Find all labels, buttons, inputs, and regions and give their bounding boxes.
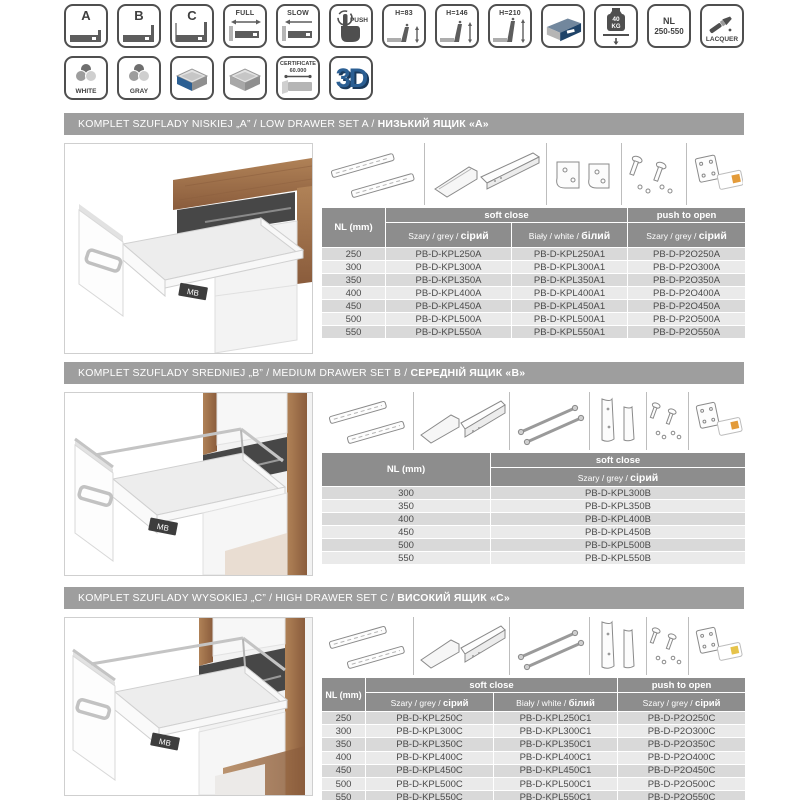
nl-label: NL bbox=[662, 15, 675, 26]
product-photo-medium-drawer bbox=[64, 392, 313, 576]
nl-column-header: NL (mm) bbox=[322, 208, 386, 248]
table-row bbox=[322, 712, 746, 725]
nl-range-text bbox=[654, 6, 683, 46]
nl-cell: 350 bbox=[322, 500, 491, 513]
nl-column-header: NL (mm) bbox=[322, 453, 491, 487]
brush-glyph bbox=[705, 10, 739, 36]
closed-metal-box-icon bbox=[541, 4, 585, 48]
table-row bbox=[322, 765, 746, 778]
component-fixing-pins-icon bbox=[622, 143, 687, 205]
open-drawer-gray-glyph bbox=[226, 64, 264, 94]
white-label: WHITE bbox=[75, 88, 97, 95]
mb-card bbox=[717, 642, 742, 660]
gray-variant-header: Szary / grey / сірий bbox=[386, 223, 512, 248]
medium-drawer-photo-illustration bbox=[65, 393, 312, 575]
part-number-cell: PB-D-KPL300A bbox=[386, 261, 512, 274]
table-row bbox=[322, 300, 746, 313]
component-slides-icon bbox=[322, 392, 414, 450]
table-row bbox=[322, 725, 746, 738]
open-drawer-blue-glyph bbox=[173, 64, 211, 94]
part-number-cell: PB-D-KPL300B bbox=[491, 487, 746, 500]
part-number-cell: PB-D-P2O350A bbox=[628, 274, 746, 287]
nl-cell: 300 bbox=[322, 487, 491, 500]
part-number-cell: PB-D-KPL350B bbox=[491, 500, 746, 513]
drawer-type-b-icon bbox=[117, 4, 161, 48]
components-strip-a bbox=[322, 143, 744, 205]
part-number-cell: PB-D-P2O550A bbox=[628, 326, 746, 339]
height-83-glyph bbox=[386, 17, 422, 43]
section-c-title-cyrillic: ВИСОКИЙ ЯЩИК «С» bbox=[397, 592, 510, 604]
component-drawer-sides-icon bbox=[425, 143, 547, 205]
part-number-cell: PB-D-KPL250C bbox=[366, 712, 494, 725]
component-drawer-sides-icon bbox=[414, 392, 510, 450]
certificate-cycles-label: 60.000 bbox=[289, 67, 307, 74]
section-a-header bbox=[64, 113, 744, 135]
height-210-label: H=210 bbox=[499, 10, 521, 17]
part-number-cell: PB-D-KPL400A1 bbox=[512, 287, 628, 300]
section-a-title-cyrillic: НИЗЬКИЙ ЯЩИК «А» bbox=[377, 118, 489, 130]
part-number-cell: PB-D-P2O250C bbox=[618, 712, 746, 725]
nl-cell: 400 bbox=[322, 752, 366, 765]
closed-box-glyph bbox=[543, 8, 583, 46]
soft-close-group-header: soft close bbox=[491, 453, 746, 468]
part-number-cell: PB-D-KPL350C1 bbox=[494, 738, 618, 751]
part-number-cell: PB-D-KPL350A bbox=[386, 274, 512, 287]
nl-cell: 450 bbox=[322, 765, 366, 778]
table-row bbox=[322, 526, 746, 539]
drawer-profile-a-glyph bbox=[69, 22, 103, 44]
part-number-cell: PB-D-KPL450C bbox=[366, 765, 494, 778]
section-a-title-latin: KOMPLET SZUFLADY NISKIEJ „A” / LOW DRAWER SET A / bbox=[78, 118, 378, 130]
nl-range-label: 250-550 bbox=[654, 26, 684, 36]
gray-circles-glyph bbox=[126, 63, 152, 83]
product-photo-low-drawer bbox=[64, 143, 313, 354]
component-fixing-pins-icon bbox=[647, 392, 689, 450]
table-row bbox=[322, 326, 746, 339]
component-back-plates-icon bbox=[689, 392, 744, 450]
part-number-cell: PB-D-KPL250A bbox=[386, 248, 512, 261]
feature-icon-row-2 bbox=[64, 56, 744, 100]
section-c-header bbox=[64, 587, 744, 609]
nl-cell: 350 bbox=[322, 738, 366, 751]
soft-close-group-header: soft close bbox=[386, 208, 628, 223]
nl-cell: 500 bbox=[322, 313, 386, 326]
svg-text:MB: MB bbox=[156, 521, 170, 534]
height-146-icon bbox=[435, 4, 479, 48]
component-slides-icon bbox=[322, 143, 425, 205]
nl-cell: 450 bbox=[322, 526, 491, 539]
slow-label: SLOW bbox=[287, 10, 309, 17]
full-extension-label: FULL bbox=[235, 10, 255, 17]
push-gray-variant-header: Szary / grey / сірий bbox=[628, 223, 746, 248]
section-b-title-latin: KOMPLET SZUFLADY SREDNIEJ „B” / MEDIUM DRAWER SET B / bbox=[78, 367, 411, 379]
table-row bbox=[322, 513, 746, 526]
component-tall-brackets-icon bbox=[590, 392, 647, 450]
push-to-open-icon bbox=[329, 4, 373, 48]
part-number-cell: PB-D-KPL250A1 bbox=[512, 248, 628, 261]
nl-cell: 500 bbox=[322, 539, 491, 552]
component-back-plates-icon bbox=[689, 617, 744, 675]
wood-side-panel bbox=[287, 393, 307, 575]
part-number-cell: PB-D-P2O250A bbox=[628, 248, 746, 261]
certificate-60000-icon bbox=[276, 56, 320, 100]
part-number-cell: PB-D-KPL400B bbox=[491, 513, 746, 526]
high-drawer-photo-illustration bbox=[65, 618, 312, 795]
gray-variant-header: Szary / grey / сірий bbox=[366, 693, 494, 712]
nl-cell: 550 bbox=[322, 326, 386, 339]
part-number-cell: PB-D-KPL500A bbox=[386, 313, 512, 326]
feature-icon-row-1 bbox=[64, 4, 744, 48]
nl-cell: 400 bbox=[322, 513, 491, 526]
nl-cell: 550 bbox=[322, 791, 366, 800]
part-number-cell: PB-D-KPL350A1 bbox=[512, 274, 628, 287]
part-number-cell: PB-D-P2O300A bbox=[628, 261, 746, 274]
full-extension-icon bbox=[223, 4, 267, 48]
components-strip-b bbox=[322, 392, 744, 450]
white-variant-header: Biały / white / білий bbox=[494, 693, 618, 712]
nl-cell: 250 bbox=[322, 248, 386, 261]
certificate-label: CERTIFICATE bbox=[280, 61, 316, 67]
part-number-cell: PB-D-P2O550C bbox=[618, 791, 746, 800]
logo-3d-icon bbox=[329, 56, 373, 100]
part-number-cell: PB-D-KPL550A1 bbox=[512, 326, 628, 339]
low-drawer-photo-illustration bbox=[65, 144, 312, 353]
height-210-icon bbox=[488, 4, 532, 48]
part-number-cell: PB-D-KPL250C1 bbox=[494, 712, 618, 725]
push-to-open-group-header: push to open bbox=[618, 678, 746, 693]
lacquer-icon bbox=[700, 4, 744, 48]
table-row bbox=[322, 539, 746, 552]
component-slides-icon bbox=[322, 617, 414, 675]
height-146-glyph bbox=[439, 17, 475, 43]
component-back-plates-icon bbox=[687, 143, 744, 205]
drawer-gray-icon bbox=[223, 56, 267, 100]
part-number-cell: PB-D-P2O350C bbox=[618, 738, 746, 751]
kg-value-label: 40 bbox=[612, 16, 620, 23]
part-number-cell: PB-D-P2O400A bbox=[628, 287, 746, 300]
table-row bbox=[322, 752, 746, 765]
part-number-cell: PB-D-P2O400C bbox=[618, 752, 746, 765]
section-medium-drawer-b bbox=[64, 362, 744, 576]
component-railing-rods-icon bbox=[510, 392, 590, 450]
push-to-open-group-header: push to open bbox=[628, 208, 746, 223]
color-white-icon bbox=[64, 56, 108, 100]
nl-cell: 400 bbox=[322, 287, 386, 300]
push-label: PUSH bbox=[349, 17, 368, 24]
part-number-cell: PB-D-KPL550C bbox=[366, 791, 494, 800]
kg-unit-label: KG bbox=[611, 24, 621, 30]
component-fixing-pins-icon bbox=[647, 617, 689, 675]
mb-card bbox=[717, 417, 742, 435]
section-low-drawer-a bbox=[64, 113, 744, 354]
full-extension-glyph bbox=[227, 17, 263, 43]
part-number-cell: PB-D-KPL550A bbox=[386, 326, 512, 339]
svg-text:MB: MB bbox=[186, 287, 200, 298]
height-210-glyph bbox=[492, 17, 528, 43]
part-number-cell: PB-D-KPL400C bbox=[366, 752, 494, 765]
slow-close-glyph bbox=[280, 17, 316, 43]
part-number-cell: PB-D-KPL300C bbox=[366, 725, 494, 738]
section-c-title-latin: KOMPLET SZUFLADY WYSOKIEJ „C” / HIGH DRAWER SET C / bbox=[78, 592, 398, 604]
svg-text:MB: MB bbox=[158, 736, 172, 749]
section-b-title-cyrillic: СЕРЕДНІЙ ЯЩИК «В» bbox=[410, 367, 526, 379]
table-row bbox=[322, 552, 746, 565]
drawer-profile-c-glyph bbox=[175, 22, 209, 44]
component-tall-brackets-icon bbox=[590, 617, 647, 675]
drawer-set-b-table bbox=[322, 453, 746, 565]
push-hand-glyph bbox=[333, 8, 373, 48]
nl-cell: 550 bbox=[322, 552, 491, 565]
part-number-cell: PB-D-KPL500A1 bbox=[512, 313, 628, 326]
part-number-cell: PB-D-KPL400A bbox=[386, 287, 512, 300]
table-row bbox=[322, 248, 746, 261]
height-83-label: H=83 bbox=[395, 10, 413, 17]
table-row bbox=[322, 261, 746, 274]
part-number-cell: PB-D-KPL500C1 bbox=[494, 778, 618, 791]
table-row bbox=[322, 313, 746, 326]
table-row bbox=[322, 274, 746, 287]
drawer-set-c-table bbox=[322, 678, 746, 800]
table-row bbox=[322, 791, 746, 800]
part-number-cell: PB-D-KPL450A1 bbox=[512, 300, 628, 313]
table-row bbox=[322, 778, 746, 791]
nl-cell: 300 bbox=[322, 725, 366, 738]
lacquer-label: LACQUER bbox=[705, 36, 739, 43]
wood-side-post bbox=[297, 186, 312, 284]
drawer-profile-b-glyph bbox=[122, 22, 156, 44]
nominal-length-range-icon bbox=[647, 4, 691, 48]
slow-soft-close-icon bbox=[276, 4, 320, 48]
3d-label: 3D bbox=[335, 63, 367, 93]
table-row bbox=[322, 738, 746, 751]
nl-column-header: NL (mm) bbox=[322, 678, 366, 712]
part-number-cell: PB-D-KPL400C1 bbox=[494, 752, 618, 765]
section-high-drawer-c bbox=[64, 587, 744, 800]
part-number-cell: PB-D-KPL450B bbox=[491, 526, 746, 539]
part-number-cell: PB-D-KPL450A bbox=[386, 300, 512, 313]
soft-close-group-header: soft close bbox=[366, 678, 618, 693]
drawer-type-b-label: B bbox=[134, 8, 144, 23]
drawer-type-c-label: C bbox=[187, 8, 197, 23]
height-146-label: H=146 bbox=[446, 10, 468, 17]
part-number-cell: PB-D-KPL300C1 bbox=[494, 725, 618, 738]
gray-variant-header: Szary / grey / сірий bbox=[491, 468, 746, 487]
part-number-cell: PB-D-P2O300C bbox=[618, 725, 746, 738]
push-gray-variant-header: Szary / grey / сірий bbox=[618, 693, 746, 712]
nl-cell: 350 bbox=[322, 274, 386, 287]
drawer-type-c-icon bbox=[170, 4, 214, 48]
part-number-cell: PB-D-KPL500C bbox=[366, 778, 494, 791]
load-capacity-40kg-icon bbox=[594, 4, 638, 48]
white-variant-header: Biały / white / білий bbox=[512, 223, 628, 248]
part-number-cell: PB-D-P2O450A bbox=[628, 300, 746, 313]
part-number-cell: PB-D-P2O500A bbox=[628, 313, 746, 326]
nl-cell: 300 bbox=[322, 261, 386, 274]
nl-cell: 250 bbox=[322, 712, 366, 725]
part-number-cell: PB-D-P2O500C bbox=[618, 778, 746, 791]
component-railing-rods-icon bbox=[510, 617, 590, 675]
weight-glyph bbox=[600, 7, 632, 45]
nl-cell: 450 bbox=[322, 300, 386, 313]
part-number-cell: PB-D-KPL450C1 bbox=[494, 765, 618, 778]
drawer-type-a-label: A bbox=[81, 8, 91, 23]
table-row bbox=[322, 487, 746, 500]
drawer-blue-front-icon bbox=[170, 56, 214, 100]
table-row bbox=[322, 500, 746, 513]
part-number-cell: PB-D-KPL500B bbox=[491, 539, 746, 552]
white-circles-glyph bbox=[73, 63, 99, 83]
section-b-header bbox=[64, 362, 744, 384]
component-front-brackets-icon bbox=[547, 143, 622, 205]
component-drawer-sides-icon bbox=[414, 617, 510, 675]
nl-cell: 500 bbox=[322, 778, 366, 791]
part-number-cell: PB-D-KPL550C1 bbox=[494, 791, 618, 800]
part-number-cell: PB-D-P2O450C bbox=[618, 765, 746, 778]
certificate-glyph bbox=[280, 74, 316, 94]
part-number-cell: PB-D-KPL300A1 bbox=[512, 261, 628, 274]
drawer-type-a-icon bbox=[64, 4, 108, 48]
mb-card bbox=[717, 170, 743, 190]
part-number-cell: PB-D-KPL550B bbox=[491, 552, 746, 565]
table-row bbox=[322, 287, 746, 300]
color-gray-icon bbox=[117, 56, 161, 100]
page-content bbox=[64, 4, 744, 800]
product-photo-high-drawer bbox=[64, 617, 313, 796]
part-number-cell: PB-D-KPL350C bbox=[366, 738, 494, 751]
components-strip-c bbox=[322, 617, 744, 675]
height-83-icon bbox=[382, 4, 426, 48]
drawer-set-a-table bbox=[322, 208, 746, 339]
gray-label: GRAY bbox=[129, 88, 149, 95]
